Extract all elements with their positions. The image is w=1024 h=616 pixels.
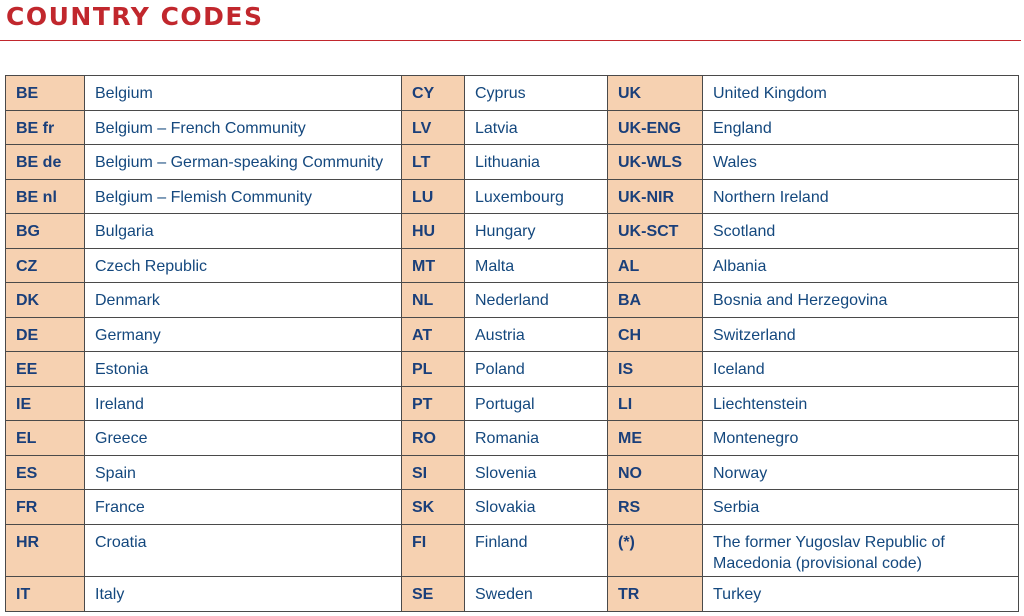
table-row — [6, 490, 1019, 525]
country-name-cell: Bosnia and Herzegovina — [703, 283, 1019, 318]
country-code-cell: RO — [402, 421, 465, 456]
country-name-cell: Scotland — [703, 214, 1019, 249]
country-code-cell: UK-WLS — [608, 145, 703, 180]
country-name-cell: Czech Republic — [85, 248, 402, 283]
table-row — [6, 248, 1019, 283]
country-name-cell: Liechtenstein — [703, 386, 1019, 421]
country-code-cell: FR — [6, 490, 85, 525]
country-code-cell: SK — [402, 490, 465, 525]
country-name-cell: Hungary — [465, 214, 608, 249]
page-title: COUNTRY CODES — [6, 2, 264, 31]
country-code-cell: DE — [6, 317, 85, 352]
country-name-cell: Belgium – French Community — [85, 110, 402, 145]
country-code-cell: NO — [608, 455, 703, 490]
country-name-cell: Germany — [85, 317, 402, 352]
country-name-cell: Luxembourg — [465, 179, 608, 214]
country-name-cell: Bulgaria — [85, 214, 402, 249]
country-name-cell: Poland — [465, 352, 608, 387]
country-code-cell: HU — [402, 214, 465, 249]
country-code-cell: IT — [6, 577, 85, 612]
country-code-cell: SE — [402, 577, 465, 612]
country-name-cell: Finland — [465, 524, 608, 577]
country-code-cell: TR — [608, 577, 703, 612]
table-row — [6, 524, 1019, 577]
country-name-cell: Lithuania — [465, 145, 608, 180]
country-name-cell: Switzerland — [703, 317, 1019, 352]
table-body — [6, 76, 1019, 612]
country-name-cell: Malta — [465, 248, 608, 283]
country-code-cell: EE — [6, 352, 85, 387]
country-name-cell: Northern Ireland — [703, 179, 1019, 214]
table-row — [6, 386, 1019, 421]
country-name-cell: Turkey — [703, 577, 1019, 612]
table-row — [6, 577, 1019, 612]
country-name-cell: Serbia — [703, 490, 1019, 525]
country-code-cell: FI — [402, 524, 465, 577]
country-code-cell: AL — [608, 248, 703, 283]
country-name-cell: Belgium — [85, 76, 402, 111]
country-code-cell: LT — [402, 145, 465, 180]
country-name-cell: Norway — [703, 455, 1019, 490]
country-code-cell: CZ — [6, 248, 85, 283]
country-code-cell: BE nl — [6, 179, 85, 214]
country-name-cell: Greece — [85, 421, 402, 456]
country-name-cell: Croatia — [85, 524, 402, 577]
country-code-cell: UK-ENG — [608, 110, 703, 145]
country-code-cell: PL — [402, 352, 465, 387]
country-name-cell: Iceland — [703, 352, 1019, 387]
country-name-cell: Montenegro — [703, 421, 1019, 456]
country-code-cell: BE de — [6, 145, 85, 180]
country-code-cell: UK-SCT — [608, 214, 703, 249]
country-code-cell: PT — [402, 386, 465, 421]
country-name-cell: Spain — [85, 455, 402, 490]
table-row — [6, 352, 1019, 387]
table-row — [6, 214, 1019, 249]
country-name-cell: Italy — [85, 577, 402, 612]
country-code-cell: IE — [6, 386, 85, 421]
country-code-cell: (*) — [608, 524, 703, 577]
country-name-cell: Romania — [465, 421, 608, 456]
country-code-cell: BG — [6, 214, 85, 249]
country-code-cell: LV — [402, 110, 465, 145]
country-code-cell: HR — [6, 524, 85, 577]
country-code-cell: UK-NIR — [608, 179, 703, 214]
table-row — [6, 179, 1019, 214]
country-code-cell: BE — [6, 76, 85, 111]
country-code-cell: LI — [608, 386, 703, 421]
table-row — [6, 283, 1019, 318]
country-name-cell: Wales — [703, 145, 1019, 180]
table-row — [6, 317, 1019, 352]
country-code-cell: AT — [402, 317, 465, 352]
table-row — [6, 421, 1019, 456]
country-name-cell: The former Yugoslav Republic of Macedonia (provisional code) — [703, 524, 1019, 577]
table-row — [6, 145, 1019, 180]
country-code-cell: RS — [608, 490, 703, 525]
country-name-cell: Slovenia — [465, 455, 608, 490]
country-name-cell: England — [703, 110, 1019, 145]
country-name-cell: Austria — [465, 317, 608, 352]
country-name-cell: Portugal — [465, 386, 608, 421]
country-code-cell: ME — [608, 421, 703, 456]
country-code-cell: DK — [6, 283, 85, 318]
country-name-cell: Ireland — [85, 386, 402, 421]
country-name-cell: Latvia — [465, 110, 608, 145]
country-name-cell: United Kingdom — [703, 76, 1019, 111]
table-row — [6, 455, 1019, 490]
country-name-cell: Albania — [703, 248, 1019, 283]
country-name-cell: Denmark — [85, 283, 402, 318]
country-code-cell: ES — [6, 455, 85, 490]
title-divider — [0, 40, 1021, 41]
country-code-cell: CH — [608, 317, 703, 352]
country-code-cell: IS — [608, 352, 703, 387]
country-codes-table — [5, 75, 1019, 612]
country-name-cell: France — [85, 490, 402, 525]
country-code-cell: CY — [402, 76, 465, 111]
country-name-cell: Belgium – Flemish Community — [85, 179, 402, 214]
table-row — [6, 110, 1019, 145]
country-name-cell: Nederland — [465, 283, 608, 318]
country-name-cell: Sweden — [465, 577, 608, 612]
country-code-cell: SI — [402, 455, 465, 490]
country-code-cell: NL — [402, 283, 465, 318]
table-row — [6, 76, 1019, 111]
country-code-cell: LU — [402, 179, 465, 214]
country-name-cell: Belgium – German-speaking Community — [85, 145, 402, 180]
country-code-cell: BA — [608, 283, 703, 318]
country-code-cell: EL — [6, 421, 85, 456]
country-name-cell: Slovakia — [465, 490, 608, 525]
country-name-cell: Estonia — [85, 352, 402, 387]
country-code-cell: UK — [608, 76, 703, 111]
country-code-cell: BE fr — [6, 110, 85, 145]
country-code-cell: MT — [402, 248, 465, 283]
country-name-cell: Cyprus — [465, 76, 608, 111]
